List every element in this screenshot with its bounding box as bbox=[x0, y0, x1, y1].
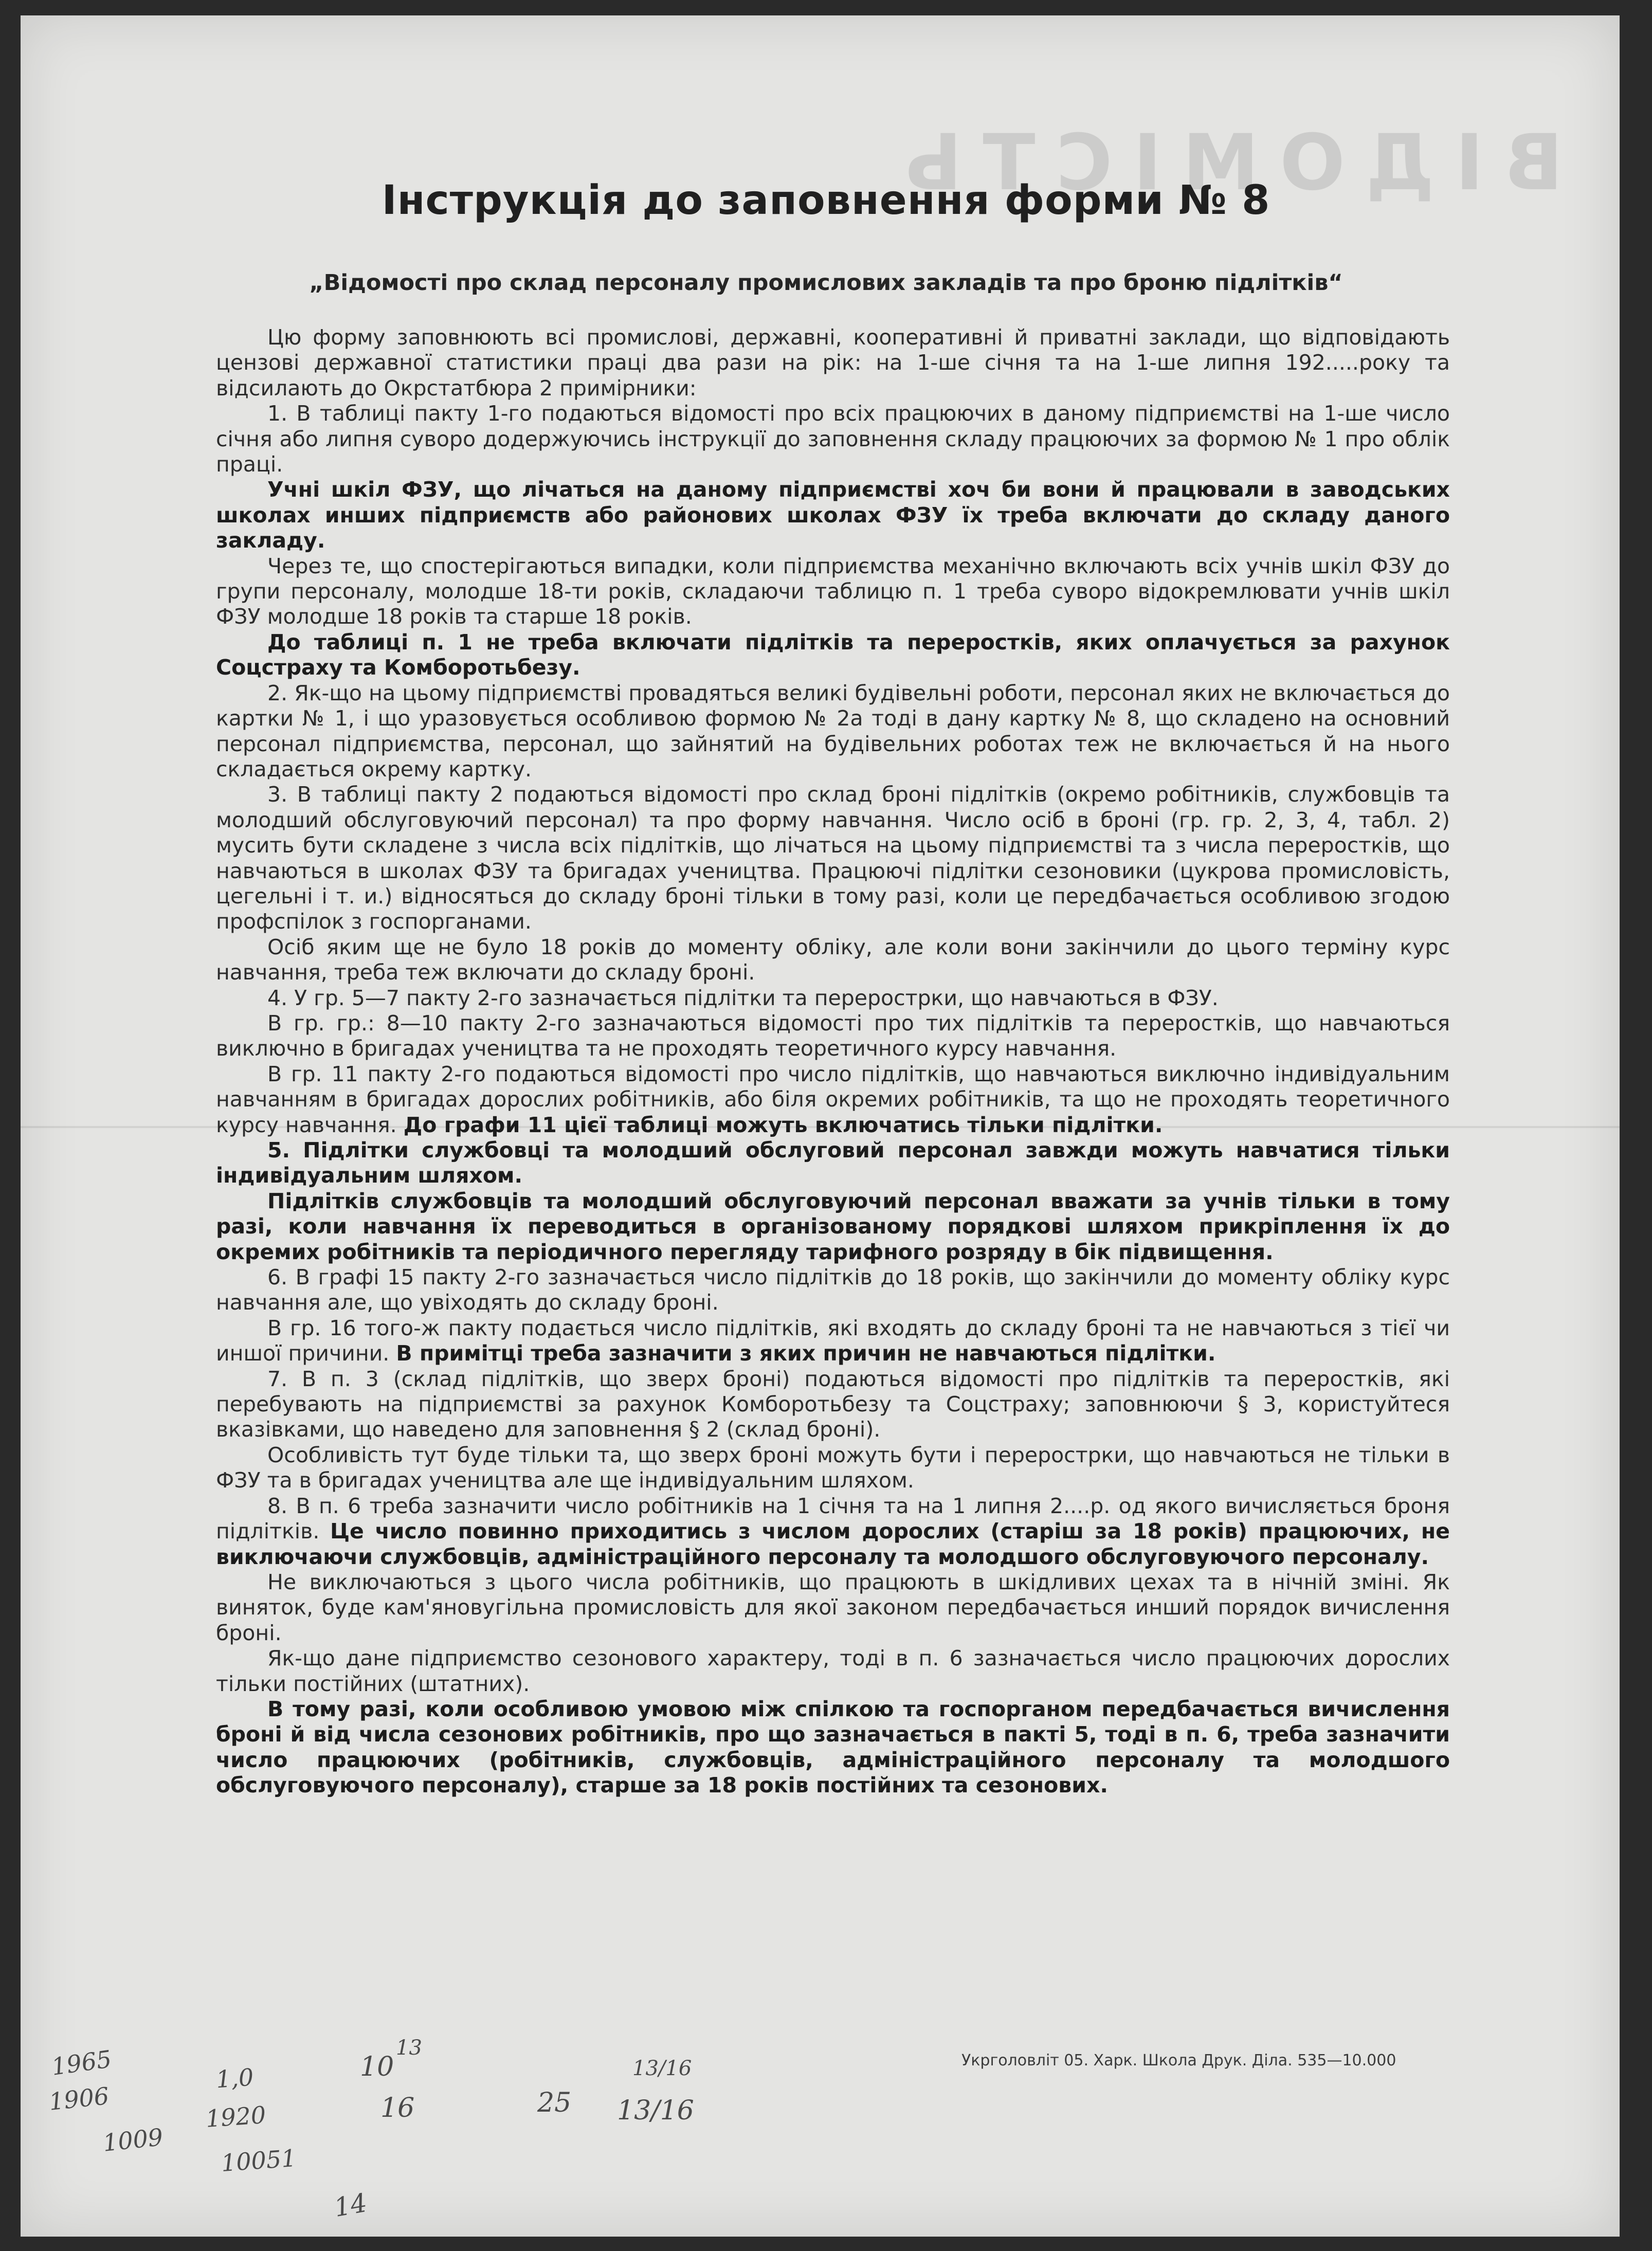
handwritten-note: 10051 bbox=[220, 2144, 298, 2177]
document-subtitle: „Відомості про склад персоналу промислових закладів та про броню підлітків“ bbox=[309, 270, 1343, 296]
paragraph-text: 6. В графі 15 пакту 2-го зазначається число підлітків до 18 років, що закінчили до моменту обліку курс навчання але, що увіходять до складу броні. bbox=[216, 1265, 1450, 1315]
paragraph-text: Як-що дане підприємство сезонового характеру, тоді в п. 6 зазначається число працюючих дорослих тільки постійних (штатних). bbox=[216, 1646, 1450, 1696]
instruction-body bbox=[216, 325, 1450, 1799]
paragraph-text: Учні шкіл ФЗУ, що лічаться на даному підприємстві хоч би вони й працювали в заводських школах инших підприємств або районових школах ФЗУ їх треба включати до складу даного закладу. bbox=[216, 477, 1450, 553]
instruction-paragraph bbox=[216, 681, 1450, 783]
paragraph-text: В гр. 16 того-ж пакту подається число підлітків, які входять до складу броні та не навчаються з тієї чи иншої причини. bbox=[216, 1315, 1450, 1366]
handwritten-note: 1906 bbox=[47, 2082, 111, 2116]
instruction-paragraph bbox=[216, 554, 1450, 630]
handwritten-note: 1009 bbox=[101, 2123, 165, 2157]
paragraph-text: Підлітків службовців та молодший обслуговуючий персонал вважати за учнів тільки в тому разі, коли навчання їх переводиться в організованому порядкові шляхом прикріплення їх до окремих робітників та періодичного перегляду тарифного розряду в бік підвищення. bbox=[216, 1188, 1450, 1264]
instruction-paragraph bbox=[216, 1646, 1450, 1697]
paragraph-text: До таблиці п. 1 не треба включати підлітків та переростків, яких оплачується за рахунок Соцстраху та Комборотьбезу. bbox=[216, 629, 1450, 680]
instruction-paragraph bbox=[216, 401, 1450, 477]
instruction-paragraph bbox=[216, 1367, 1450, 1443]
paragraph-text: Осіб яким ще не було 18 років до моменту обліку, але коли вони закінчили до цього терміну курс навчання, треба теж включати до складу броні. bbox=[216, 934, 1450, 985]
instruction-paragraph bbox=[216, 1265, 1450, 1316]
paragraph-text: Не виключаються з цього числа робітників, що працюють в шкідливих цехах та в нічній зміні. Як виняток, буде кам'яновугільна промисловість для якої законом передбачається инший порядок вичислення броні. bbox=[216, 1569, 1450, 1645]
instruction-paragraph bbox=[216, 1189, 1450, 1265]
paragraph-text: 8. В п. 6 треба зазначити число робітників на 1 січня та на 1 липня 2....р. од якого вичисляється броня підлітків. bbox=[216, 1493, 1450, 1544]
paragraph-text: 3. В таблиці пакту 2 подаються відомості про склад броні підлітків (окремо робітників, службовців та молодший обслуговуючий персонал) та про форму навчання. Число осіб в броні (гр. гр. 2, 3, 4, табл. 2) мусить бути складене з числа всіх підлітків, що лічаться на цьому підприємстві та з числа переростків, що навчаються в школах ФЗУ та бригадах учеництва. Працюючі підлітки сезоновики (цукрова промисловість, цегельні і т. и.) відносяться до складу броні тільки в тому разі, коли це передбачається особливою згодою профспілок з госпорганами. bbox=[216, 782, 1450, 934]
instruction-paragraph bbox=[216, 325, 1450, 401]
instruction-paragraph bbox=[216, 782, 1450, 934]
paragraph-bold-note: До графи 11 цієї таблиці можуть включатись тільки підлітки. bbox=[403, 1112, 1163, 1137]
paragraph-text: Цю форму заповнюють всі промислові, державні, кооперативні й приватні заклади, що відповідають цензові державної статистики праці два рази на рік: на 1-ше січня та на 1-ше липня 192.....року та відсилають до Окрстатбюра 2 примірники: bbox=[216, 325, 1450, 401]
instruction-paragraph bbox=[216, 1062, 1450, 1138]
printer-imprint: Укрголовліт 05. Харк. Школа Друк. Діла. 535—10.000 bbox=[961, 2052, 1396, 2070]
paragraph-bold-note: Це число повинно приходитись з числом дорослих (старіш за 18 років) працюючих, не виключаючи службовців, адміністраційного персоналу та молодшого обслуговуючого персоналу. bbox=[216, 1519, 1450, 1569]
handwritten-note: 1965 bbox=[49, 2045, 114, 2081]
instruction-paragraph bbox=[216, 1011, 1450, 1062]
handwritten-note: 13/16 bbox=[632, 2057, 692, 2080]
handwritten-note: 13/16 bbox=[617, 2095, 694, 2126]
handwritten-note: 16 bbox=[380, 2093, 415, 2123]
instruction-paragraph bbox=[216, 1138, 1450, 1189]
paragraph-text: В тому разі, коли особливою умовою між спілкою та госпорганом передбачається вичислення броні й від числа сезонових робітників, про що зазначається в пакті 5, тоді в п. 6, треба зазначити число працюючих (робітників, службовців, адміністраційного персоналу та молодшого обслуговуючого персоналу), старше за 18 років постійних та сезонових. bbox=[216, 1696, 1450, 1798]
paragraph-text: 4. У гр. 5—7 пакту 2-го зазначається підлітки та перерострки, що навчаються в ФЗУ. bbox=[267, 985, 1219, 1010]
handwritten-note: 13 bbox=[396, 2036, 422, 2060]
instruction-paragraph bbox=[216, 1494, 1450, 1570]
paragraph-text: В гр. гр.: 8—10 пакту 2-го зазначаються відомості про тих підлітків та переростків, що навчаються виключно в бригадах учеництва та не проходять теоретичного курсу навчання. bbox=[216, 1010, 1450, 1061]
instruction-paragraph bbox=[216, 986, 1450, 1011]
bleed-through-text: ВІДОМІСТЬ bbox=[882, 118, 1563, 208]
handwritten-note: 1920 bbox=[205, 2100, 267, 2133]
handwritten-note: 10 bbox=[360, 2052, 394, 2082]
paragraph-text: Особливість тут буде тільки та, що зверх броні можуть бути і перерострки, що навчаються не тільки в ФЗУ та в бригадах учеництва але ще індивідуальним шляхом. bbox=[216, 1442, 1450, 1493]
paragraph-text: 5. Підлітки службовці та молодший обслуговий персонал завжди можуть навчатися тільки індивідуальним шляхом. bbox=[216, 1138, 1450, 1188]
paragraph-text: 2. Як-що на цьому підприємстві провадяться великі будівельні роботи, персонал яких не включається до картки № 1, і що уразовується особливою формою № 2а тоді в дану картку № 8, що складено на основний персонал підприємства, персонал, що зайнятий на будівельних роботах теж не включається й на нього складається окрему картку. bbox=[216, 680, 1450, 782]
paragraph-text: 7. В п. 3 (склад підлітків, що зверх броні) подаються відомості про підлітків та переростків, які перебувають на підприємстві за рахунок Комборотьбезу та Соцстраху; заповнюючи § 3, користуйтеся вказівками, що наведено для заповнення § 2 (склад броні). bbox=[216, 1366, 1450, 1442]
instruction-paragraph bbox=[216, 1697, 1450, 1799]
paragraph-text: В гр. 11 пакту 2-го подаються відомості про число підлітків, що навчаються виключно індивідуальним навчанням в бригадах дорослих робітників, або біля окремих робітників, та що не проходять теоретичного курсу навчання. bbox=[216, 1061, 1450, 1137]
instruction-paragraph bbox=[216, 1443, 1450, 1494]
paragraph-bold-note: В примітці треба зазначити з яких причин не навчаються підлітки. bbox=[396, 1341, 1216, 1366]
handwritten-note: 1,0 bbox=[215, 2063, 255, 2094]
document-title: Інструкція до заповнення форми № 8 bbox=[382, 177, 1270, 224]
paragraph-text: 1. В таблиці пакту 1-го подаються відомості про всіх працюючих в даному підприємстві на 1-ше число січня або липня суворо додержуючись інструкції до заповнення складу працюючих за формою № 1 про облік праці. bbox=[216, 401, 1450, 477]
instruction-paragraph bbox=[216, 935, 1450, 986]
paragraph-text: Через те, що спостерігаються випадки, коли підприємства механічно включають всіх учнів шкіл ФЗУ до групи персоналу, молодше 18-ти років, складаючи таблицю п. 1 треба суворо відокремлювати учнів шкіл ФЗУ молодше 18 років та старше 18 років. bbox=[216, 553, 1450, 629]
instruction-paragraph bbox=[216, 630, 1450, 681]
instruction-paragraph bbox=[216, 1316, 1450, 1367]
instruction-paragraph bbox=[216, 477, 1450, 553]
handwritten-note: 25 bbox=[537, 2087, 572, 2118]
handwritten-note: 14 bbox=[332, 2187, 370, 2223]
instruction-paragraph bbox=[216, 1570, 1450, 1646]
